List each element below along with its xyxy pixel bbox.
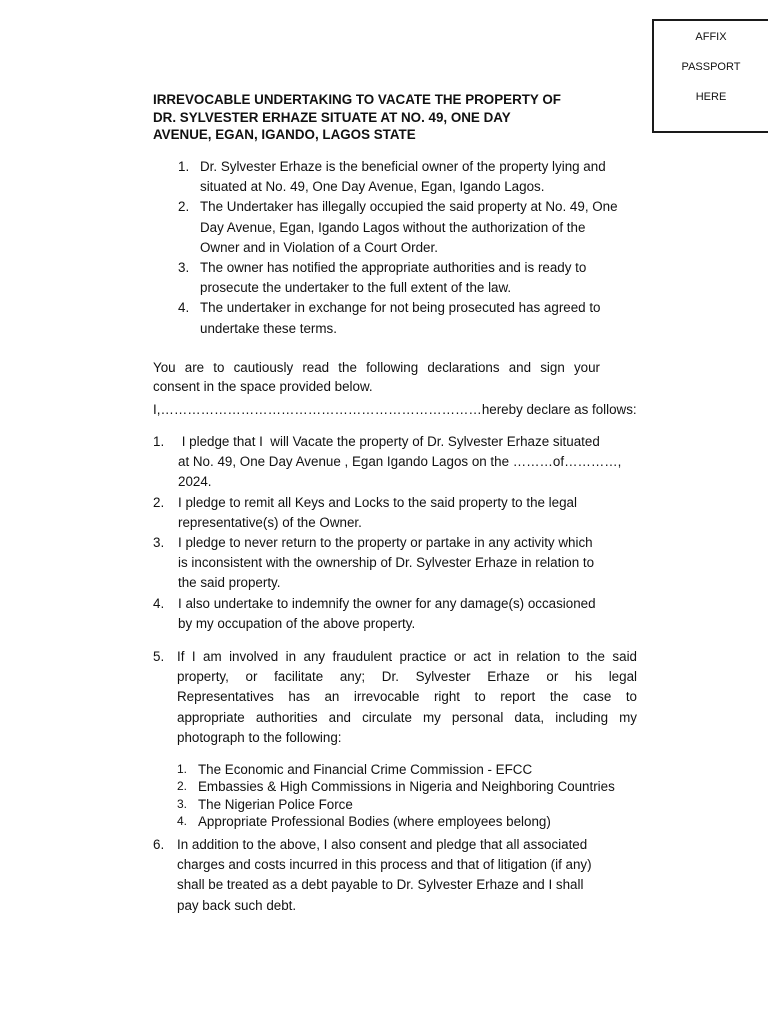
list-item: [178, 258, 648, 298]
item-line: I also undertake to indemnify the owner for any damage(s) occasioned: [178, 595, 596, 611]
item-line: The Undertaker has illegally occupied the said property at No. 49, One: [200, 199, 618, 215]
item-number: 3.: [177, 796, 188, 811]
title-line: DR. SYLVESTER ERHAZE SITUATE AT NO. 49, ONE DAY: [153, 109, 511, 125]
item-number: 4.: [178, 300, 190, 316]
item-line: representative(s) of the Owner.: [178, 514, 362, 530]
pledge-list: [153, 432, 639, 634]
declaration-line: I,………………………………………………………………hereby declare as follows:: [153, 402, 637, 417]
item-line: In addition to the above, I also consent and pledge that all associated: [177, 837, 588, 852]
item-number: 2.: [177, 779, 188, 794]
list-item: [178, 157, 648, 197]
list-item: [177, 761, 647, 778]
item-number: 2.: [178, 199, 190, 215]
item-line: by my occupation of the above property.: [178, 615, 416, 631]
item-line: The undertaker in exchange for not being prosecuted has agreed to: [200, 300, 601, 316]
instruction-line: You are to cautiously read the following declarations and sign your: [153, 360, 600, 375]
item-line: If I am involved in any fraudulent practice or act in relation to the said: [177, 649, 637, 664]
intro-list: [178, 157, 648, 339]
item-line: Owner and in Violation of a Court Order.: [200, 239, 438, 255]
list-item: [178, 197, 648, 258]
item-line: the said property.: [178, 575, 281, 591]
item-number: 4.: [153, 595, 165, 611]
item-line: photograph to the following:: [177, 729, 342, 745]
item-text: The Economic and Financial Crime Commission - EFCC: [198, 762, 533, 777]
pledge-5: [153, 647, 637, 748]
item-line: Dr. Sylvester Erhaze is the beneficial owner of the property lying and: [200, 159, 606, 174]
list-item: [177, 778, 647, 795]
title-line: AVENUE, EGAN, IGANDO, LAGOS STATE: [153, 127, 416, 142]
list-item: [153, 493, 639, 533]
item-number: 4.: [177, 814, 188, 829]
list-item: [153, 533, 639, 594]
item-text: Embassies & High Commissions in Nigeria and Neighboring Countries: [198, 779, 615, 795]
list-item: [178, 298, 648, 338]
passport-photo-box: [652, 19, 768, 133]
item-line: undertake these terms.: [200, 320, 337, 336]
item-line: 2024.: [178, 474, 212, 490]
passport-box-line-2: PASSPORT: [681, 61, 741, 73]
list-item: [177, 813, 647, 830]
item-line: Day Avenue, Egan, Igando Lagos without the authorization of the: [200, 219, 586, 235]
item-text: Appropriate Professional Bodies (where employees belong): [198, 814, 551, 830]
item-number: 3.: [153, 535, 165, 551]
item-number: 1.: [178, 159, 190, 174]
list-item: [153, 594, 639, 634]
item-number: 6.: [153, 837, 165, 852]
document-title: [153, 91, 623, 144]
item-line: Representatives has an irrevocable right to report the case to: [177, 689, 637, 705]
instruction-line: consent in the space provided below.: [153, 378, 373, 394]
item-line: I pledge to never return to the property or partake in any activity which: [178, 535, 593, 551]
item-line: I pledge that I will Vacate the property of Dr. Sylvester Erhaze situated: [178, 434, 600, 449]
item-line: is inconsistent with the ownership of Dr. Sylvester Erhaze in relation to: [178, 555, 595, 571]
item-line: appropriate authorities and circulate my personal data, including my: [177, 709, 637, 725]
pledge-6: [153, 835, 637, 916]
item-line: shall be treated as a debt payable to Dr. Sylvester Erhaze and I shall: [177, 877, 584, 893]
item-line: The owner has notified the appropriate authorities and is ready to: [200, 260, 587, 276]
item-number: 1.: [153, 434, 165, 449]
item-line: charges and costs incurred in this process and that of litigation (if any): [177, 857, 592, 873]
instruction-paragraph: [153, 359, 600, 396]
passport-box-line-1: AFFIX: [695, 31, 727, 43]
item-line: prosecute the undertaker to the full extent of the law.: [200, 280, 512, 296]
item-number: 3.: [178, 260, 190, 276]
passport-box-line-3: HERE: [695, 91, 727, 103]
item-text: The Nigerian Police Force: [198, 796, 353, 812]
list-item: [153, 432, 639, 493]
item-number: 2.: [153, 494, 165, 510]
item-number: 5.: [153, 649, 165, 664]
list-item: [177, 796, 647, 813]
item-line: property, or facilitate any; Dr. Sylvester Erhaze or his legal: [177, 669, 637, 685]
item-line: at No. 49, One Day Avenue , Egan Igando Lagos on the ………of…………,: [178, 454, 622, 470]
item-number: 1.: [177, 762, 188, 776]
title-line: IRREVOCABLE UNDERTAKING TO VACATE THE PROPERTY OF: [153, 92, 561, 107]
item-line: I pledge to remit all Keys and Locks to the said property to the legal: [178, 494, 577, 510]
item-line: pay back such debt.: [177, 897, 297, 913]
item-line: situated at No. 49, One Day Avenue, Egan, Igando Lagos.: [200, 179, 545, 195]
authorities-list: [177, 761, 647, 831]
